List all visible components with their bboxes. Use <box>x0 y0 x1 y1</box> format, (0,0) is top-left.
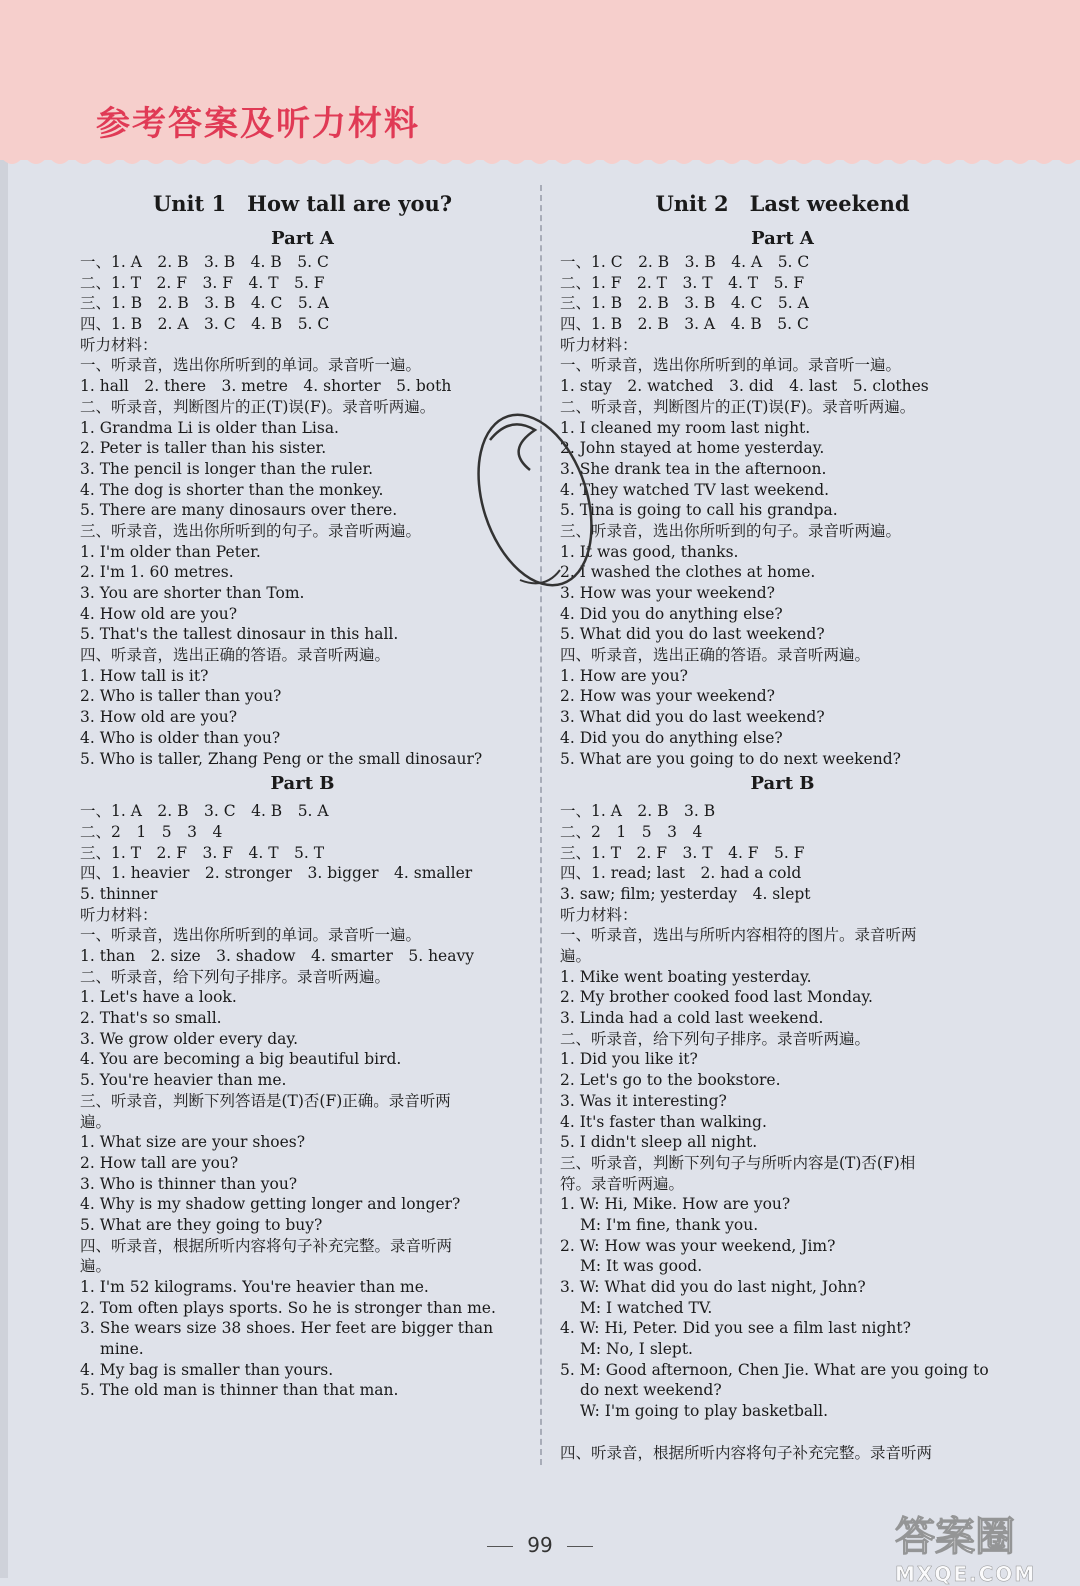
text-line: 1. Did you like it? <box>560 1050 698 1069</box>
text-line: 四、1. read; last 2. had a cold <box>560 864 802 883</box>
text-line: 2. John stayed at home yesterday. <box>560 439 825 458</box>
book-spine-shadow <box>0 0 8 1578</box>
part-a-content <box>80 252 525 769</box>
text-line: 2. I'm 1. 60 metres. <box>80 563 234 582</box>
text-line: 3. Was it interesting? <box>560 1091 727 1110</box>
text-line: 1. Let's have a look. <box>80 988 237 1007</box>
text-line: 1. I'm older than Peter. <box>80 542 261 561</box>
text-line: 二、听录音，给下列句子排序。录音听两遍。 <box>80 967 391 986</box>
text-line: 3. You are shorter than Tom. <box>80 584 305 602</box>
text-line: 四、听录音，选出正确的答语。录音听两遍。 <box>80 646 391 665</box>
text-line: 2. W: How was your weekend, Jim? <box>560 1236 836 1255</box>
text-line: 三、听录音，选出你所听到的句子。录音听两遍。 <box>560 521 902 540</box>
watermark-url: MXQE.COM <box>895 1562 1037 1586</box>
text-line <box>560 1422 1005 1443</box>
text-line: 3. What did you do last weekend? <box>560 708 825 727</box>
text-line: 一、听录音，选出你所听到的单词。录音听一遍。 <box>80 926 422 945</box>
text-line: 4. My bag is smaller than yours. <box>80 1360 334 1379</box>
text-line: 四、1. B 2. B 3. A 4. B 5. C <box>560 315 809 334</box>
text-line: 4. Did you do anything else? <box>560 604 783 623</box>
text-line: 5. There are many dinosaurs over there. <box>80 501 398 520</box>
text-line: 3. How old are you? <box>80 708 238 727</box>
text-line: 三、听录音，判断下列答语是(T)否(F)正确。录音听两 <box>80 1091 451 1110</box>
text-line: 1. How tall is it? <box>80 666 209 685</box>
text-line: 二、1. F 2. T 3. T 4. T 5. F <box>560 273 805 292</box>
text-line: 一、听录音，选出与所听内容相符的图片。录音听两 <box>560 926 917 945</box>
left-column <box>80 188 525 1401</box>
text-line: 2. How tall are you? <box>80 1153 239 1172</box>
text-line: 1. What size are your shoes? <box>80 1133 306 1152</box>
text-line: 5. You're heavier than me. <box>80 1071 287 1090</box>
part-b-content <box>560 801 1005 1463</box>
text-line: 1. than 2. size 3. shadow 4. smarter 5. heavy <box>80 947 474 965</box>
text-line: 3. We grow older every day. <box>80 1029 299 1048</box>
text-line: 5. What are you going to do next weekend? <box>560 749 901 768</box>
text-line: 3. She wears size 38 shoes. Her feet are bigger than <box>80 1319 494 1338</box>
right-column <box>560 188 1005 1463</box>
text-line: 二、1. T 2. F 3. F 4. T 5. F <box>80 273 325 292</box>
text-line: 1. hall 2. there 3. metre 4. shorter 5. both <box>80 377 452 396</box>
text-line: 二、听录音，判断图片的正(T)误(F)。录音听两遍。 <box>80 397 436 416</box>
text-line: 5. What did you do last weekend? <box>560 625 825 644</box>
text-line: 5. That's the tallest dinosaur in this hall. <box>80 625 399 644</box>
banner-scalloped-edge <box>0 148 1080 172</box>
text-line: 听力材料： <box>560 905 638 924</box>
text-line: M: It was good. <box>580 1257 703 1276</box>
text-line: 3. Linda had a cold last weekend. <box>560 1009 824 1028</box>
page-title: 参考答案及听力材料 <box>96 104 420 144</box>
text-line: 5. thinner <box>80 884 158 903</box>
handwritten-stamp <box>460 380 610 630</box>
text-line: 一、1. A 2. B 3. C 4. B 5. A <box>80 802 329 821</box>
text-line: 遍。 <box>80 1257 112 1276</box>
text-line: 1. Grandma Li is older than Lisa. <box>80 418 339 437</box>
text-line: 1. I'm 52 kilograms. You're heavier than me. <box>80 1278 429 1296</box>
text-line: 5. Who is taller, Zhang Peng or the small dinosaur? <box>80 749 483 768</box>
text-line: 5. I didn't sleep all night. <box>560 1133 758 1152</box>
text-line: 5. M: Good afternoon, Chen Jie. What are you going to <box>560 1360 989 1379</box>
text-line: 听力材料： <box>80 335 158 354</box>
part-a-content <box>560 252 1005 769</box>
text-line: 4. Who is older than you? <box>80 728 281 747</box>
text-line: 二、听录音，给下列句子排序。录音听两遍。 <box>560 1029 871 1048</box>
text-line: 4. Did you do anything else? <box>560 728 783 747</box>
column-divider <box>540 185 542 1465</box>
site-watermark <box>895 1505 1070 1586</box>
text-line: 三、1. T 2. F 3. F 4. T 5. T <box>80 843 325 862</box>
text-line: M: No, I slept. <box>580 1340 693 1359</box>
text-line: 4. W: Hi, Peter. Did you see a film last night? <box>560 1319 911 1338</box>
text-line: 三、1. T 2. F 3. T 4. F 5. F <box>560 843 805 862</box>
unit-title: Unit 2 Last weekend <box>655 191 910 216</box>
text-line: do next weekend? <box>580 1381 722 1400</box>
text-line: 遍。 <box>80 1112 112 1131</box>
text-line: 3. Who is thinner than you? <box>80 1174 298 1193</box>
text-line: 4. Why is my shadow getting longer and longer? <box>80 1195 461 1214</box>
text-line: 一、1. A 2. B 3. B 4. B 5. C <box>80 253 329 271</box>
text-line: 4. You are becoming a big beautiful bird. <box>80 1050 402 1069</box>
text-line: 一、1. A 2. B 3. B <box>560 802 716 821</box>
text-line: 符。录音听两遍。 <box>560 1174 685 1193</box>
text-line: 三、1. B 2. B 3. B 4. C 5. A <box>560 294 809 313</box>
text-line: 四、听录音，根据所听内容将句子补充完整。录音听两 <box>560 1443 933 1462</box>
text-line: 2. How was your weekend? <box>560 687 775 706</box>
text-line: 三、听录音，判断下列句子与所听内容是(T)否(F)相 <box>560 1153 916 1172</box>
text-line: 3. W: What did you do last night, John? <box>560 1278 866 1296</box>
page-number: 99 <box>0 1533 1080 1557</box>
text-line: 1. stay 2. watched 3. did 4. last 5. clothes <box>560 377 929 396</box>
part-a-title: Part A <box>271 228 334 249</box>
text-line: 4. How old are you? <box>80 604 238 623</box>
text-line: 4. It's faster than walking. <box>560 1112 767 1131</box>
text-line: 3. She drank tea in the afternoon. <box>560 459 827 478</box>
text-line: 1. It was good, thanks. <box>560 542 739 561</box>
part-a-title: Part A <box>751 228 814 249</box>
text-line: 遍。 <box>560 947 592 965</box>
text-line: M: I watched TV. <box>580 1298 713 1317</box>
text-line: 2. That's so small. <box>80 1009 222 1028</box>
text-line: 二、2 1 5 3 4 <box>560 822 703 841</box>
text-line: 一、听录音，选出你所听到的单词。录音听一遍。 <box>80 356 422 375</box>
text-line: 2. Let's go to the bookstore. <box>560 1071 781 1090</box>
text-line: 1. W: Hi, Mike. How are you? <box>560 1195 791 1214</box>
text-line: 5. What are they going to buy? <box>80 1215 323 1234</box>
text-line: 一、听录音，选出你所听到的单词。录音听一遍。 <box>560 356 902 375</box>
text-line: 1. How are you? <box>560 666 688 685</box>
text-line: mine. <box>100 1340 144 1359</box>
text-line: 4. The dog is shorter than the monkey. <box>80 480 384 499</box>
text-line: 5. Tina is going to call his grandpa. <box>560 501 838 520</box>
text-line: 四、听录音，选出正确的答语。录音听两遍。 <box>560 646 871 665</box>
unit-title: Unit 1 How tall are you? <box>152 191 453 216</box>
text-line: 3. The pencil is longer than the ruler. <box>80 459 374 478</box>
text-line: 3. How was your weekend? <box>560 584 775 602</box>
text-line: 四、1. B 2. A 3. C 4. B 5. C <box>80 315 330 334</box>
text-line: W: I'm going to play basketball. <box>580 1402 828 1421</box>
text-line: 四、1. heavier 2. stronger 3. bigger 4. smaller <box>80 864 473 883</box>
text-line: 一、1. C 2. B 3. B 4. A 5. C <box>560 253 810 271</box>
text-line: M: I'm fine, thank you. <box>580 1215 759 1234</box>
part-b-title: Part B <box>270 773 335 795</box>
text-line: 2. My brother cooked food last Monday. <box>560 988 873 1007</box>
text-line: 2. Who is taller than you? <box>80 687 282 706</box>
part-b-content <box>80 801 525 1401</box>
text-line: 1. Mike went boating yesterday. <box>560 967 812 986</box>
text-line: 二、2 1 5 3 4 <box>80 822 223 841</box>
text-line: 2. Peter is taller than his sister. <box>80 439 327 458</box>
watermark-logo-text: 答案圈 <box>895 1514 1015 1560</box>
text-line: 听力材料： <box>560 335 638 354</box>
text-line: 5. The old man is thinner than that man. <box>80 1381 399 1400</box>
text-line: 三、1. B 2. B 3. B 4. C 5. A <box>80 294 329 313</box>
part-b-title: Part B <box>750 773 815 795</box>
text-line: 3. saw; film; yesterday 4. slept <box>560 884 811 903</box>
text-line: 二、听录音，判断图片的正(T)误(F)。录音听两遍。 <box>560 397 916 416</box>
text-line: 1. I cleaned my room last night. <box>560 418 811 437</box>
text-line: 听力材料： <box>80 905 158 924</box>
text-line: 4. They watched TV last weekend. <box>560 480 830 499</box>
text-line: 三、听录音，选出你所听到的句子。录音听两遍。 <box>80 521 422 540</box>
text-line: 2. I washed the clothes at home. <box>560 563 816 582</box>
text-line: 2. Tom often plays sports. So he is stronger than me. <box>80 1298 496 1317</box>
text-line: 四、听录音，根据所听内容将句子补充完整。录音听两 <box>80 1236 453 1255</box>
